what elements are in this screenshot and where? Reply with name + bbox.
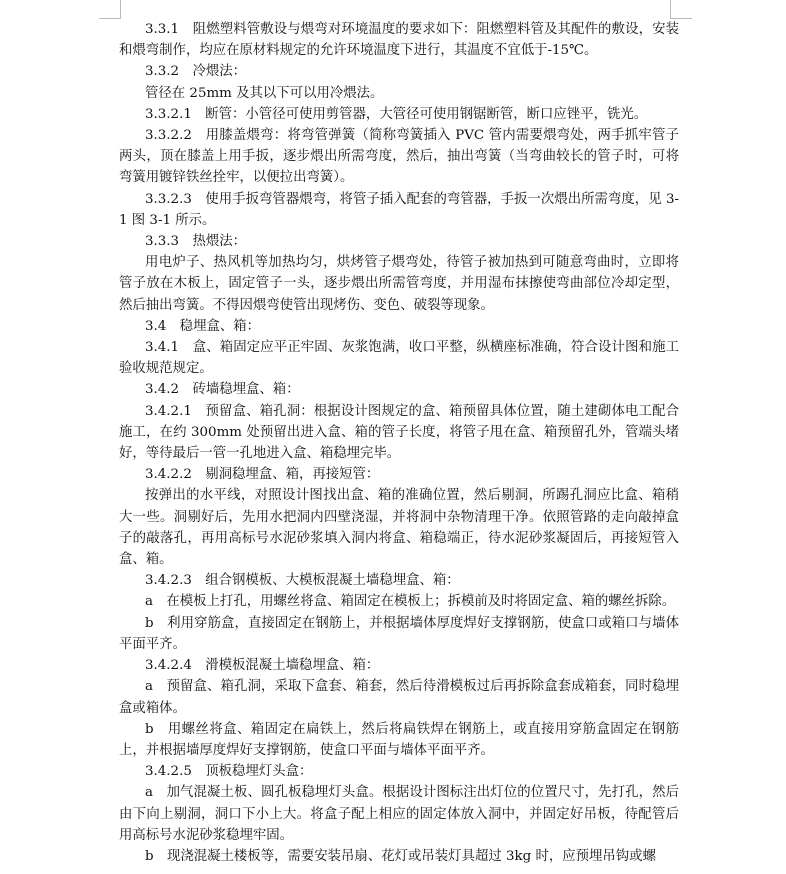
paragraph-3-4-2-5-a: a 加气混凝土板、圆孔板稳埋灯头盒。根据设计图标注出灯位的位置尺寸，先打孔，然后由下向上剔洞，洞口下小上大。将盒子配上相应的固定体放入洞中，并固定好吊板，待配管后用高标号水泥砂浆稳埋牢固。 [119, 785, 679, 843]
paragraph-3-3-2-2: 3.3.2.2 用膝盖煨弯：将弯管弹簧（简称弯簧插入 PVC 管内需要煨弯处，两手抓牢管子两头，顶在膝盖上用手扳，逐步煨出所需弯度，然后，抽出弯簧（当弯曲较长的管子时，可将弯簧用镀锌铁丝拴牢，以便拉出弯簧）。 [119, 128, 679, 186]
document-body [119, 19, 679, 867]
paragraph-3-4-2-3-a: a 在模板上打孔，用螺丝将盒、箱固定在模板上；拆模前及时将固定盒、箱的螺丝拆除。 [145, 594, 676, 610]
paragraph-3-4-2-4-a: a 预留盒、箱孔洞，采取下盒套、箱套，然后待滑模板过后再拆除盒套成箱套，同时稳埋盒或箱体。 [119, 679, 679, 716]
heading-3-3-2: 3.3.2 冷煨法： [145, 64, 247, 80]
paragraph-3-4-1: 3.4.1 盒、箱固定应平正牢固、灰浆饱满，收口平整，纵横座标准确，符合设计图和施工验收规范规定。 [119, 340, 679, 377]
heading-3-4-2: 3.4.2 砖墙稳埋盒、箱： [145, 382, 300, 398]
paragraph-hot-bend: 用电炉子、热风机等加热均匀，烘烤管子煨弯处，待管子被加热到可随意弯曲时，立即将管子放在木板上，固定管子一头，逐步煨出所需管弯度，并用湿布抹擦使弯曲部位冷却定型，然后抽出弯簧。不得因煨弯使管出现烤伤、变色、破裂等现象。 [119, 255, 679, 313]
heading-3-4-2-5: 3.4.2.5 顶板稳埋灯头盒： [145, 764, 313, 780]
paragraph-chisel-hole: 按弹出的水平线，对照设计图找出盒、箱的准确位置，然后剔洞，所踢孔洞应比盒、箱稍大一些。洞剔好后，先用水把洞内四壁浇湿，并将洞中杂物清理干净。依照管路的走向敲掉盒子的敲落孔，再用高标号水泥砂浆填入洞内将盒、箱稳端正，待水泥砂浆凝固后，再接短管入盒、箱。 [119, 488, 679, 568]
paragraph-3-3-1: 3.3.1 阻燃塑料管敷设与煨弯对环境温度的要求如下：阻燃塑料管及其配件的敷设，安装和煨弯制作，均应在原材料规定的允许环境温度下进行，其温度不宜低于-15℃。 [119, 22, 679, 59]
paragraph-3-3-2-3: 3.3.2.3 使用手扳弯管器煨弯，将管子插入配套的弯管器，手扳一次煨出所需弯度，见 3-1 图 3-1 所示。 [119, 191, 679, 228]
heading-3-4-2-3: 3.4.2.3 组合钢模板、大模板混凝土墙稳埋盒、箱： [145, 573, 460, 589]
paragraph-3-3-2-1: 3.3.2.1 断管：小管径可使用剪管器，大管径可使用钢锯断管，断口应锉平，铣光。 [145, 106, 648, 122]
heading-3-4-2-4: 3.4.2.4 滑模板混凝土墙稳埋盒、箱： [145, 658, 380, 674]
heading-3-4-2-2: 3.4.2.2 剔洞稳埋盒、箱，再接短管： [145, 467, 380, 483]
heading-3-4: 3.4 稳埋盒、箱： [145, 318, 261, 334]
paragraph-3-4-2-5-b: b 现浇混凝土楼板等，需要安装吊扇、花灯或吊装灯具超过 3kg 时，应预埋吊钩或螺 [145, 848, 656, 864]
heading-3-3-3: 3.3.3 热煨法： [145, 234, 247, 250]
right-margin-mark [670, 0, 671, 18]
paragraph-cold-bend-note: 管径在 25mm 及其以下可以用冷煨法。 [145, 85, 384, 101]
paragraph-3-4-2-4-b: b 用螺丝将盒、箱固定在扁铁上，然后将扁铁焊在钢筋上，或直接用穿筋盒固定在钢筋上，并根据墙厚度焊好支撑钢筋，使盒口平面与墙体平面平齐。 [119, 721, 679, 758]
left-margin-mark [120, 0, 121, 18]
paragraph-3-4-2-1: 3.4.2.1 预留盒、箱孔洞：根据设计图规定的盒、箱预留具体位置，随土建砌体电工配合施工，在约 300mm 处预留出进入盒、箱的管子长度，将管子甩在盒、箱预留孔外，管端头堵好，等待最后一管一孔地进入盒、箱稳埋完毕。 [119, 403, 679, 462]
paragraph-3-4-2-3-b: b 利用穿筋盒，直接固定在钢筋上，并根据墙体厚度焊好支撑钢筋，使盒口或箱口与墙体平面平齐。 [119, 615, 679, 652]
